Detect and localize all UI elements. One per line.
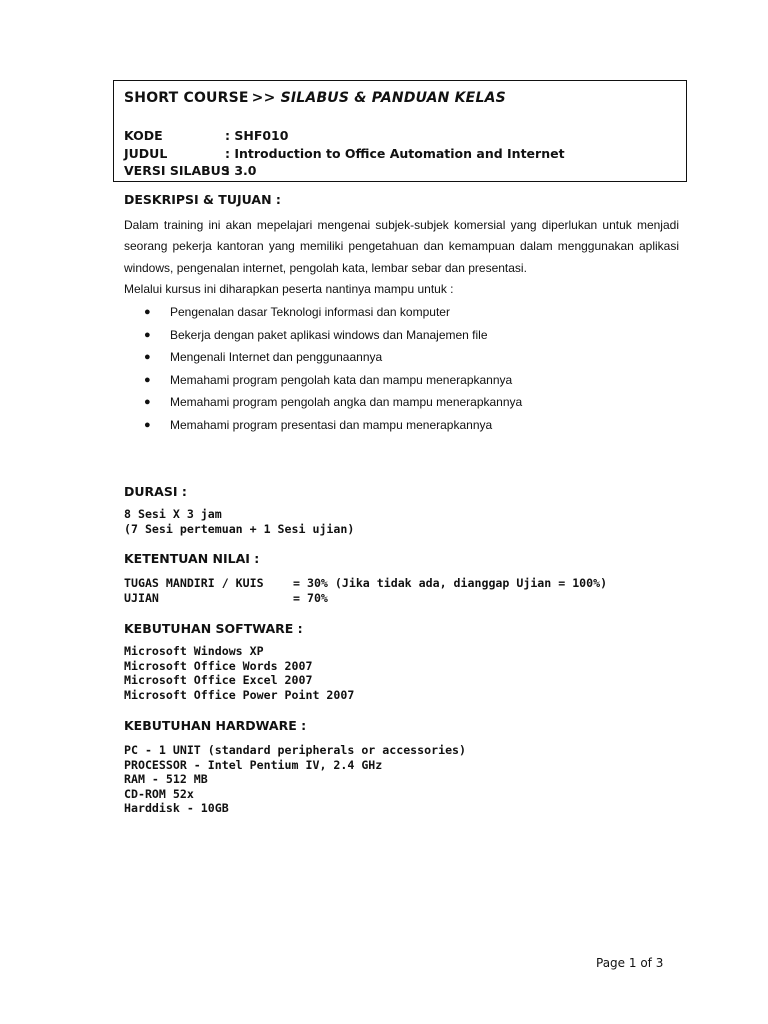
meta-row-kode [124, 127, 565, 145]
nilai-heading: KETENTUAN NILAI : [124, 551, 260, 566]
meta-row-versi [124, 162, 565, 180]
list-item: PC - 1 UNIT (standard peripherals or accessories) [124, 743, 467, 757]
software-heading: KEBUTUHAN SOFTWARE : [124, 621, 303, 636]
meta-row-judul [124, 145, 565, 163]
objective-text: Mengenali Internet dan penggunaannya [170, 350, 383, 365]
bullet-icon: ● [144, 306, 151, 318]
grade-key: UJIAN [124, 590, 159, 605]
list-item: CD-ROM 52x [124, 786, 194, 801]
meta-key: KODE [124, 128, 163, 143]
bullet-icon: ● [144, 396, 151, 409]
objective-text: Memahami program pengolah angka dan mampu menerapkannya [170, 395, 523, 410]
meta-value: : 3.0 [225, 163, 257, 178]
list-item [144, 391, 522, 414]
grade-key: TUGAS MANDIRI / KUIS [124, 576, 264, 590]
grade-value: = 30% (Jika tidak ada, dianggap Ujian = 100%) [293, 576, 608, 590]
durasi-block [124, 507, 354, 536]
deskripsi-intro: Melalui kursus ini diharapkan peserta nantinya mampu untuk : [124, 282, 454, 296]
bullet-icon: ● [144, 351, 151, 364]
bullet-icon: ● [144, 328, 151, 341]
list-item: Harddisk - 10GB [124, 801, 229, 815]
page-number: Page 1 of 3 [596, 956, 664, 970]
list-item [144, 324, 522, 347]
list-item: Microsoft Office Words 2007 [124, 658, 313, 673]
hardware-list [124, 743, 466, 816]
list-item [144, 346, 522, 369]
bullet-icon: ● [144, 418, 151, 431]
list-item: PROCESSOR - Intel Pentium IV, 2.4 GHz [124, 757, 383, 772]
title-main: SHORT COURSE [124, 90, 249, 106]
meta-key: JUDUL [124, 145, 168, 161]
durasi-line: (7 Sesi pertemuan + 1 Sesi ujian) [124, 521, 355, 536]
meta-value: : Introduction to Office Automation and Internet [225, 145, 565, 161]
meta-value: : SHF010 [225, 128, 289, 143]
nilai-block [124, 576, 607, 605]
list-item [144, 301, 522, 324]
list-item: RAM - 512 MB [124, 772, 208, 786]
list-item: Microsoft Office Excel 2007 [124, 673, 313, 687]
hardware-heading: KEBUTUHAN HARDWARE : [124, 718, 307, 733]
objective-text: Memahami program presentasi dan mampu menerapkannya [170, 417, 493, 432]
grade-row [124, 591, 607, 606]
meta-key: VERSI SILABUS [124, 163, 230, 178]
list-item [144, 369, 522, 392]
durasi-line: 8 Sesi X 3 jam [124, 507, 222, 521]
list-item: Microsoft Windows XP [124, 644, 264, 658]
course-meta [124, 127, 565, 180]
objective-text: Pengenalan dasar Teknologi informasi dan komputer [170, 305, 450, 319]
title-subtitle: >> SILABUS & PANDUAN KELAS [251, 90, 506, 106]
deskripsi-paragraph: Dalam training ini akan mepelajari mengenai subjek-subjek komersial yang diperlukan untuk menjadi seorang pekerja kantoran yang memiliki pengetahuan dan kemampuan dalam menggunakan aplikasi windows, pengenalan internet, pengolah kata, lembar sebar dan presentasi. [124, 218, 679, 275]
objective-text: Bekerja dengan paket aplikasi windows dan Manajemen file [170, 327, 488, 342]
objectives-list [144, 301, 522, 437]
durasi-heading: DURASI : [124, 484, 187, 499]
software-list [124, 644, 354, 702]
list-item [144, 414, 522, 437]
document-title [124, 90, 506, 106]
bullet-icon: ● [144, 373, 151, 386]
deskripsi-heading: DESKRIPSI & TUJUAN : [124, 192, 281, 207]
grade-value: = 70% [293, 590, 328, 605]
grade-row [124, 576, 607, 591]
objective-text: Memahami program pengolah kata dan mampu menerapkannya [170, 372, 513, 387]
course-header-box [113, 80, 687, 182]
list-item: Microsoft Office Power Point 2007 [124, 687, 355, 702]
